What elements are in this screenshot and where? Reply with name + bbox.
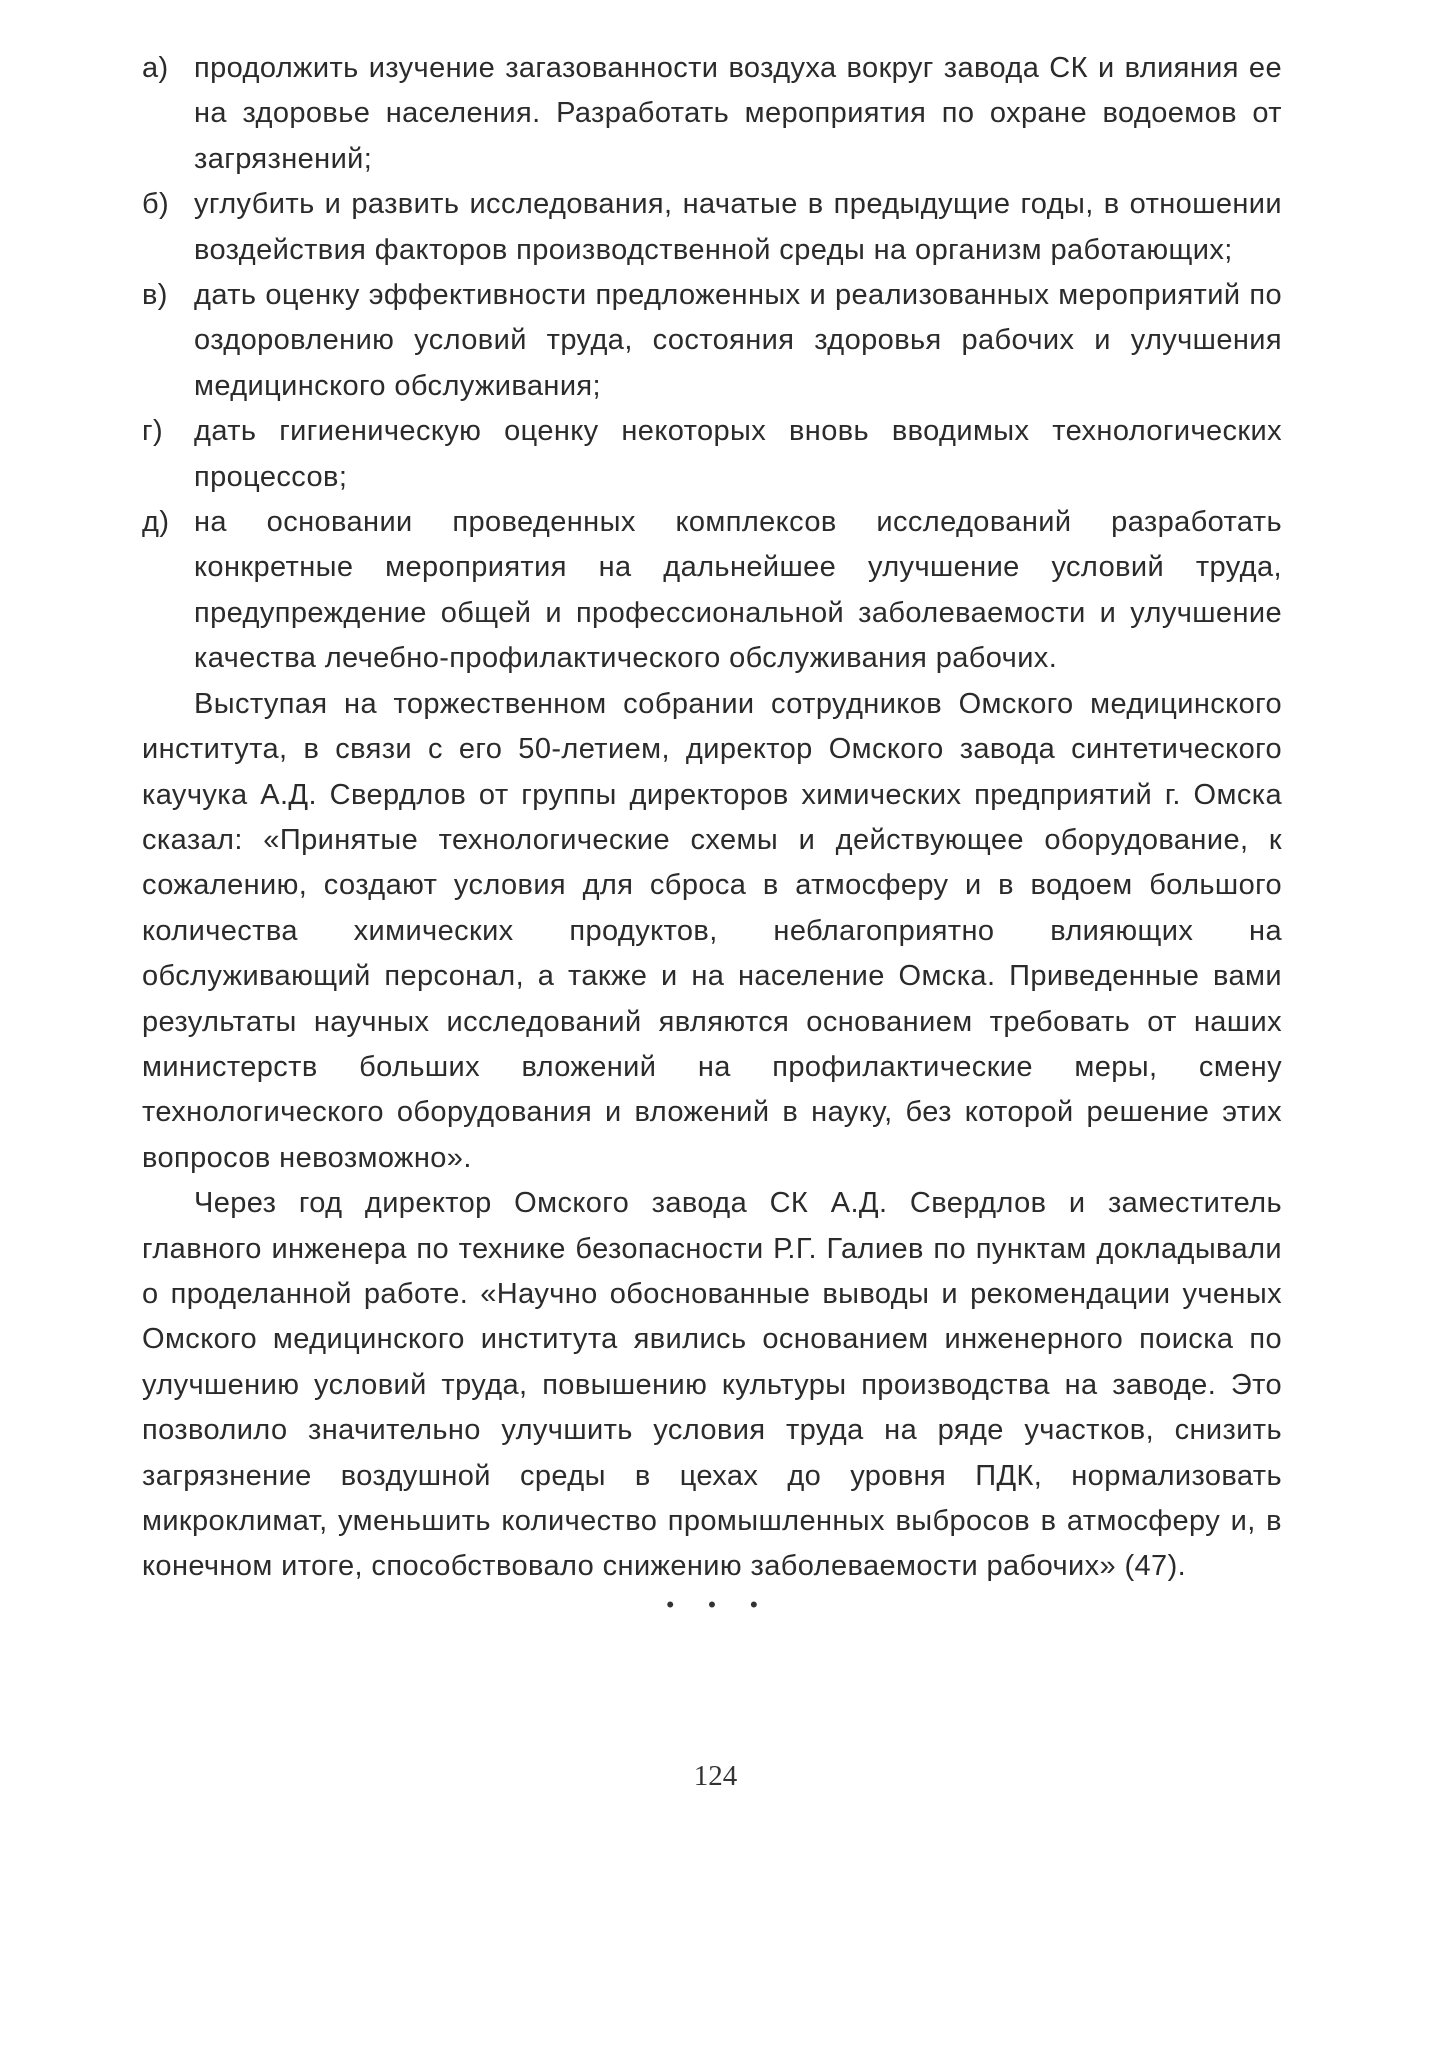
list-item	[142, 182, 1282, 273]
list-item-text: дать гигиеническую оценку некоторых вновь вводимых технологических процессов;	[194, 415, 1282, 493]
list-marker: д)	[142, 506, 170, 539]
list-marker: г)	[142, 415, 164, 448]
section-separator: • • •	[666, 1591, 772, 1617]
list-item	[142, 46, 1282, 182]
list-item	[142, 273, 1282, 409]
task-list	[142, 46, 1282, 682]
list-item-text: углубить и развить исследования, начатые в предыдущие годы, в отношении воздействия факторов производственной среды на организм работающих;	[194, 188, 1282, 266]
list-marker: в)	[142, 279, 168, 312]
list-marker: а)	[142, 52, 169, 84]
list-marker: б)	[142, 188, 170, 221]
list-item-text: на основании проведенных комплексов исследований разработать конкретные мероприятия на дальнейшее улучшение условий труда, предупреждение общей и профессиональной заболеваемости и улучшение качества лечебно-профилактического обслуживания рабочих.	[194, 506, 1282, 675]
list-item	[142, 500, 1282, 682]
list-item-text: продолжить изучение загазованности воздуха вокруг завода СК и влияния ее на здоровье населения. Разработать мероприятия по охране водоемов от загрязнений;	[194, 52, 1282, 175]
paragraph-speech: Выступая на торжественном собрании сотрудников Омского медицинского института, в связи с его 50-летием, директор Омского завода синтетического каучука А.Д. Свердлов от группы директоров химических предприятий г. Омска сказал: «Принятые технологические схемы и действующее оборудование, к сожалению, создают условия для сброса в атмосферу и в водоем большого количества химических продуктов, неблагоприятно влияющих на обслуживающий персонал, а также и на население Омска. Приведенные вами результаты научных исследований являются основанием требовать от наших министерств больших вложений на профилактические меры, смену технологического оборудования и вложений в науку, без которой решение этих вопросов невозможно».	[142, 687, 1282, 1174]
page-number: 124	[693, 1760, 738, 1792]
page-body	[142, 46, 1282, 1620]
paragraph-report: Через год директор Омского завода СК А.Д. Свердлов и заместитель главного инженера по технике безопасности Р.Г. Галиев по пунктам докладывали о проделанной работе. «Научно обоснованные выводы и рекомендации ученых Омского медицинского института явились основанием инженерного поиска по улучшению условий труда, повышению культуры производства на заводе. Это позволило значительно улучшить условия труда на ряде участков, снизить загрязнение воздушной среды в цехах до уровня ПДК, нормализовать микроклимат, уменьшить количество промышленных выбросов в атмосферу и, в конечном итоге, способствовало снижению заболеваемости рабочих» (47).	[142, 1187, 1282, 1583]
list-item-text: дать оценку эффективности предложенных и реализованных мероприятий по оздоровлению условий труда, состояния здоровья рабочих и улучшения медицинского обслуживания;	[194, 279, 1282, 402]
list-item	[142, 409, 1282, 500]
